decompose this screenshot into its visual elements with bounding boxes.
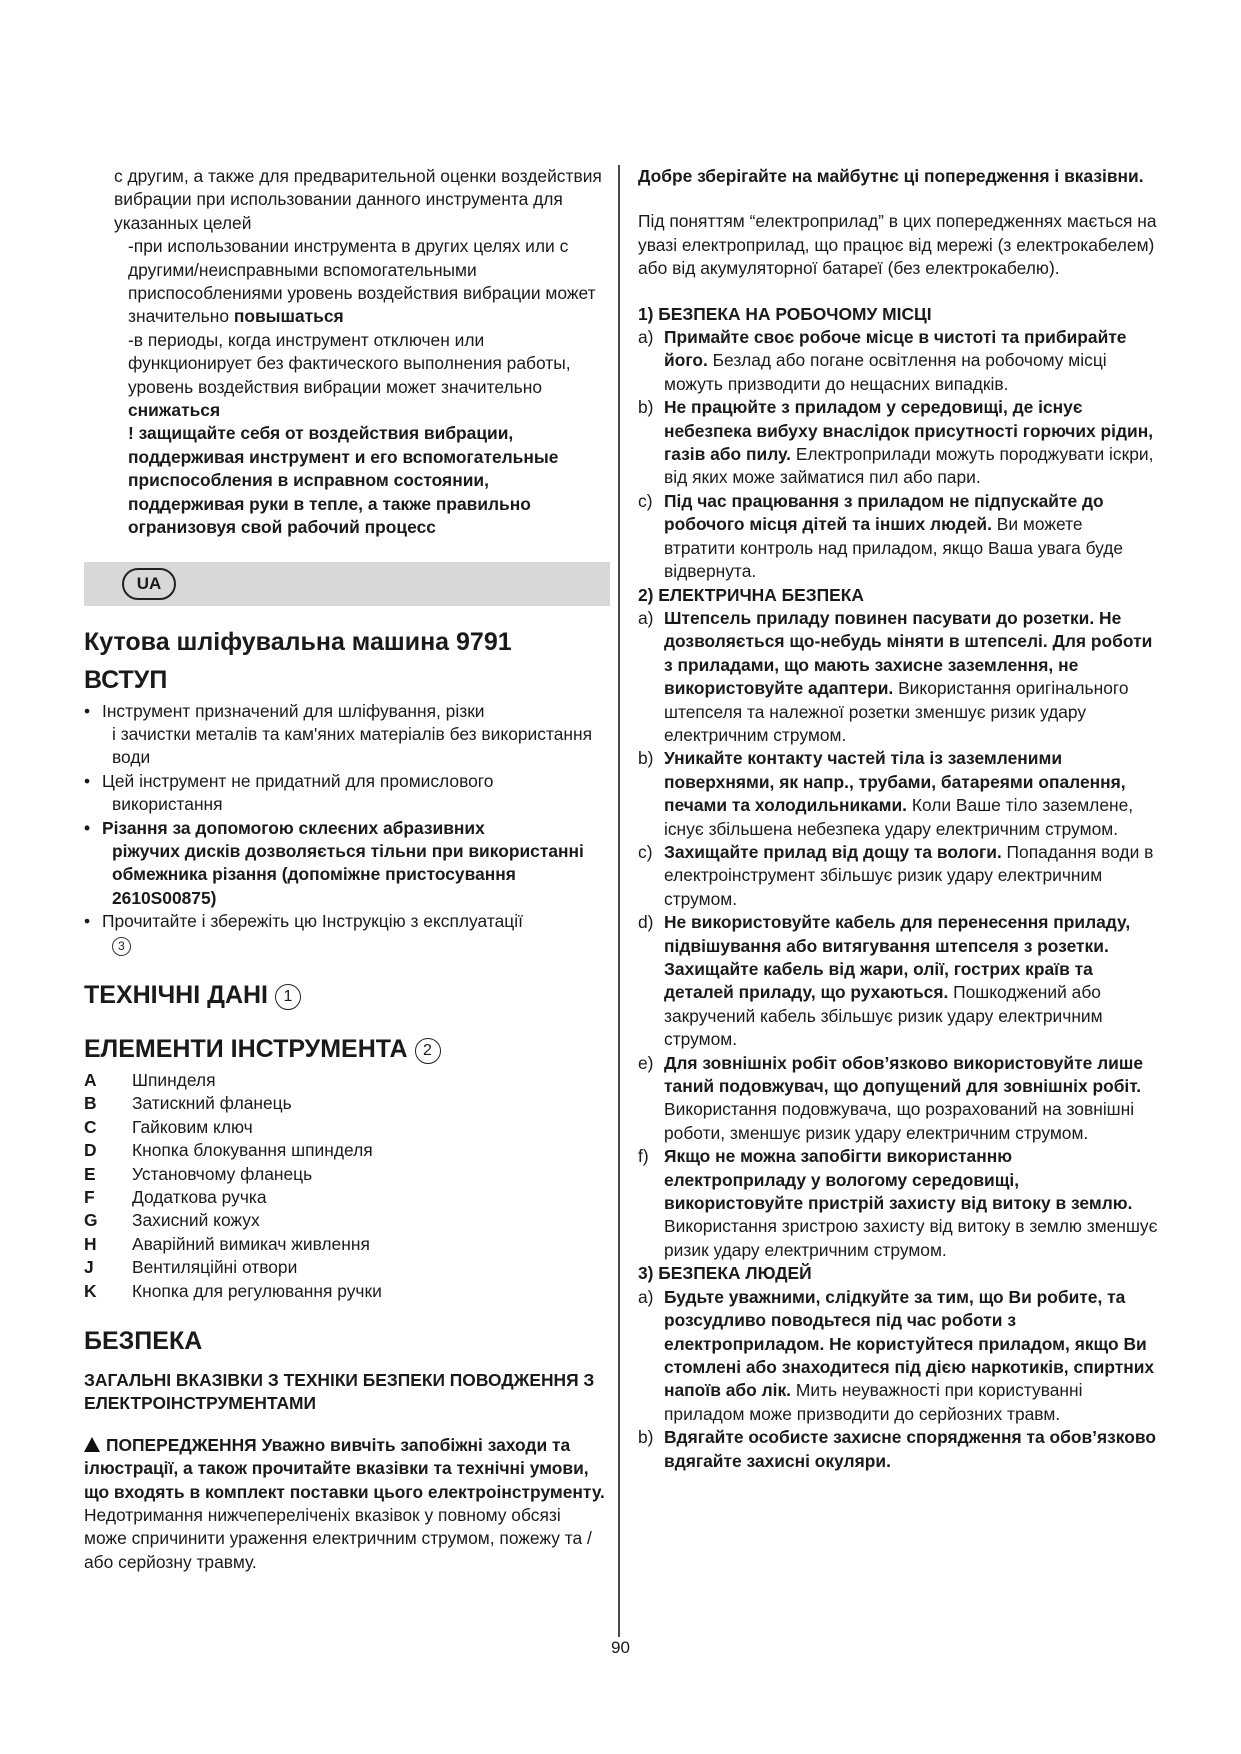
figure-ref-3: 3 [112, 937, 131, 956]
safety-item: b) Вдягайте особисте захисне спорядження та обов’язково вдягайте захисні окуляри. [638, 1427, 1156, 1471]
part-row: B Затискний фланець [84, 1093, 292, 1114]
safety-item: d) Не використовуйте кабель для перенесення приладу, підвішування або витягування штепселя з розетки. Захищайте кабель від жари, олії, гострих країв та деталей приладу, що рухаються. Пошкоджений або закручений кабель збільшує ризик удару електричним струмом. [638, 912, 1131, 1050]
language-bar [84, 562, 610, 606]
part-row: G Захисний кожух [84, 1210, 260, 1231]
part-row: H Аварійний вимикач живлення [84, 1233, 370, 1254]
safety-item: b) Уникайте контакту частей тіла із заземленими поверхнями, як напр., трубами, батареями опалення, печами та холодильниками. Коли Ваше тіло заземлене, існує збільшена небезпека удару електричним струмом. [638, 748, 1134, 839]
document-title: Кутова шліфувальна машина 9791 [84, 627, 512, 656]
safety-item: a) Примайте своє робоче місце в чистоті та прибирайте його. Безлад або погане освітлення на робочому місці можуть призводити до нещасних випадків. [638, 327, 1127, 394]
section-heading-3: 3) БЕЗПЕКА ЛЮДЕЙ [638, 1263, 812, 1284]
general-warning: ПОПЕРЕДЖЕННЯ Уважно вивчіть запобіжні заходи та ілюстрації, а також прочитайте вказівки та технічні умови, що входять в комплект поставки цього електроінструменту. Недотримання нижчепереліченіх вказівок у повному обсязі може спричинити ураження електричним струмом, пожежу та / або серйозну травму. [84, 1434, 605, 1572]
bullet-item: • Інструмент призначений для шліфування, різки і зачистки металів та кам'яних матеріалів без використання води [84, 700, 606, 770]
parts-list [84, 1069, 606, 1303]
part-row: F Додаткова ручка [84, 1187, 267, 1207]
intro-bullets [84, 700, 606, 957]
page-number: 90 [611, 1638, 630, 1657]
safety-item: b) Не працюйте з приладом у середовищі, де існує небезпека вибуху внаслідок присутності горючих рідин, газів або пилу. Електроприлади можуть породжувати іскри, від яких може займатися пил або пари. [638, 397, 1154, 488]
tech-data-heading: ТЕХНІЧНІ ДАНІ 1 [84, 979, 606, 1011]
figure-ref-2: 2 [415, 1038, 441, 1064]
bullet-item: • Різання за допомогою склеєних абразивних ріжучих дисків дозволяється тільни при використанні обмежника різання (допоміжне пристосування 2610S00875) [84, 817, 606, 911]
keep-instructions: Добре зберігайте на майбутнє ці попередження і вказівни. [638, 166, 1144, 186]
bullet-item: • Цей інструмент не придатний для промислового використання [84, 770, 606, 817]
section-heading-1: 1) БЕЗПЕКА НА РОБОЧОМУ МІСЦІ [638, 303, 932, 324]
intro-line: с другим, а также для предварительной оценки воздействия вибрации при использовании данного инструмента для указанных целей [114, 166, 602, 233]
part-row: D Кнопка блокування шпинделя [84, 1140, 373, 1161]
safety-heading: БЕЗПЕКА [84, 1327, 203, 1356]
column-divider [618, 165, 620, 1637]
safety-item: e) Для зовнішніх робіт обов’язково використовуйте лише таний подовжувач, що допущений для зовнішніх робіт. Використання подовжувача, що розрахований на зовнішні роботи, зменшує ризик удару електричним струмом. [638, 1052, 1144, 1143]
part-row: C Гайковим ключ [84, 1116, 253, 1137]
right-column [638, 165, 1158, 1473]
part-row: A Шпинделя [84, 1069, 216, 1090]
safety-item: c) Захищайте прилад від дощу та вологи. Попадання води в електроінструмент збільшує ризик удару електричним струмом. [638, 841, 1154, 909]
part-row: E Установчому фланець [84, 1163, 313, 1184]
definition-paragraph: Під поняттям “електроприлад” в цих попередженнях мається на увазі електроприлад, що працює від мережі (з електрокабелем) або від акумуляторної батареї (без електрокабелю). [638, 211, 1157, 279]
section-heading-2: 2) ЕЛЕКТРИЧНА БЕЗПЕКА [638, 584, 864, 605]
bullet-item: • Прочитайте і збережіть цю Інструкцію з експлуатації 3 [84, 910, 606, 957]
safety-item: a) Штепсель приладу повинен пасувати до розетки. Не дозволяється що-небудь міняти в штепселі. Для роботи з приладами, що мають захисне заземлення, не використовуйте адаптери. Використання оригінального штепселя та належної розетки зменшує ризик удару електричним струмом. [638, 607, 1153, 745]
part-row: K Кнопка для регулювання ручки [84, 1280, 382, 1301]
dash-item-1: -при использовании инструмента в других целях или с другими/неисправными вспомогательными приспособлениями уровень воздействия вибрации может значительно повышаться [128, 236, 596, 327]
safety-item: a) Будьте уважними, слідкуйте за тим, що Ви робите, та розсудливо поводьтеся під час роботи з електроприладом. Не користуйтеся приладом, якщо Ви стомлені або знаходитеся під дією наркотиків, спиртних напоїв або лік. Мить неуважності при користуванні приладом може призводити до серйозних травм. [638, 1286, 1155, 1424]
language-badge: UA [122, 568, 176, 600]
general-safety-heading: ЗАГАЛЬНІ ВКАЗІВКИ З ТЕХНІКИ БЕЗПЕКИ ПОВОДЖЕННЯ З ЕЛЕКТРОІНСТРУМЕНТАМИ [84, 1370, 595, 1414]
intro-heading: ВСТУП [84, 665, 168, 694]
part-row: J Вентиляційні отвори [84, 1257, 298, 1278]
left-column [84, 165, 606, 1574]
safety-item: c) Під час працювання з приладом не підпускайте до робочого місця дітей та інших людей. Ви можете втратити контроль над приладом, якщо Ваша увага буде відвернута. [638, 490, 1124, 582]
warning-icon [84, 1437, 100, 1452]
vibration-warning: ! защищайте себя от воздействия вибрации, поддерживая инструмент и его вспомогательные приспособления в исправном состоянии, поддерживая руки в тепле, а также правильно огранизовуя свой рабочий процесс [128, 423, 559, 538]
elements-heading: ЕЛЕМЕНТИ ІНСТРУМЕНТА 2 [84, 1033, 606, 1065]
figure-ref-1: 1 [275, 984, 301, 1010]
safety-item: f) Якщо не можна запобігти використанню електроприладу у вологому середовищі, використовуйте пристрій захисту від витоку в землю. Використання зристрою захисту від витоку в землю зменшує ризик удару електричним струмом. [638, 1146, 1158, 1260]
dash-item-2: -в периоды, когда инструмент отключен или функционирует без фактического выполнения работы, уровень воздействия вибрации может значительно снижаться [128, 329, 571, 421]
